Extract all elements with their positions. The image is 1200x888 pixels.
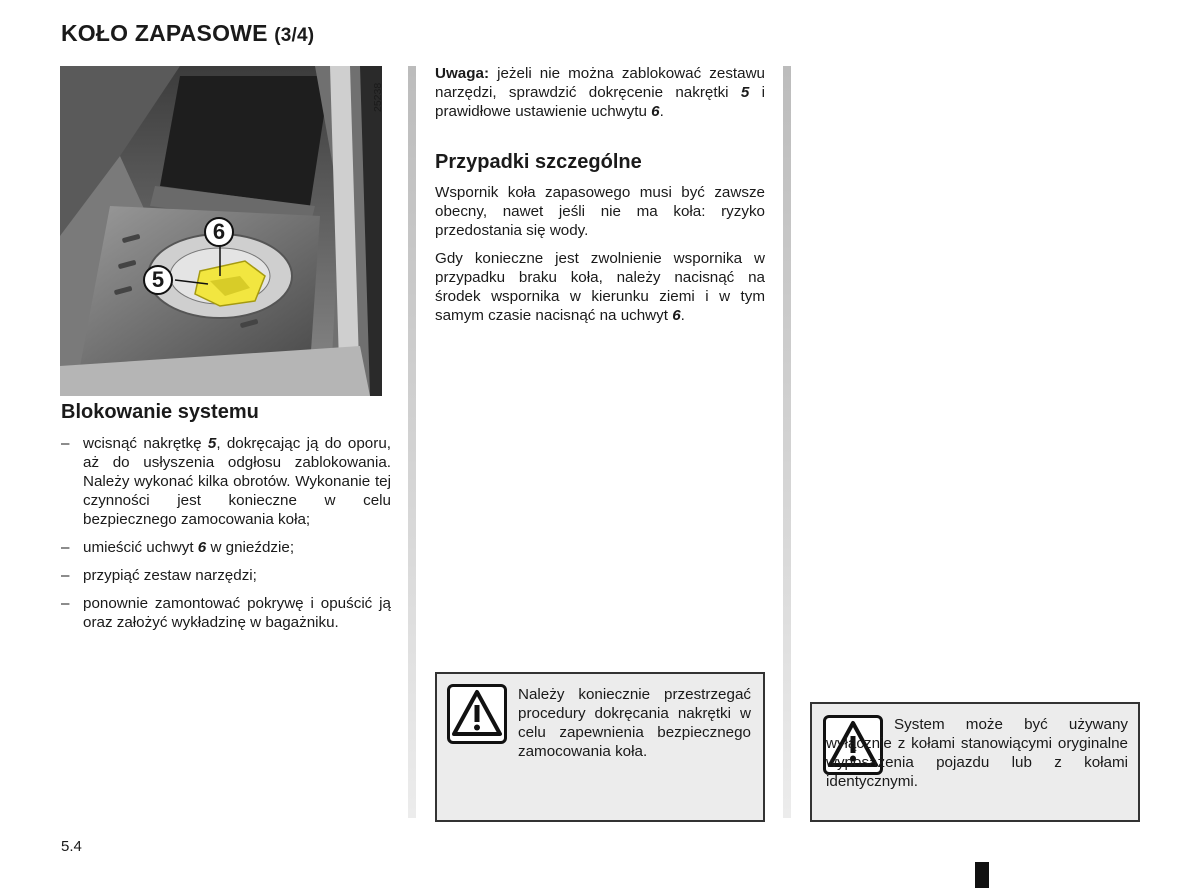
column-divider-left [408, 66, 416, 818]
column-divider-right [783, 66, 791, 818]
page-title-part: (3/4) [274, 25, 315, 46]
section-heading-special-cases: Przypadki szczególne [435, 151, 642, 173]
note-label: Uwaga: [435, 65, 490, 82]
page-edge-marker [975, 862, 989, 888]
warning-icon [447, 684, 507, 744]
warning-triangle-icon [450, 687, 504, 741]
special-cases-paragraph-2: Gdy konieczne jest zwolnienie wspornika w przypadku braku koła, należy nacisnąć na środek wspornika w kierunku ziemi i w tym samym czasie nacisnąć na uchwyt 6. [435, 250, 765, 324]
warning-box-middle [435, 672, 765, 822]
page-title-main: KOŁO ZAPASOWE [61, 20, 268, 46]
list-item: – wcisnąć nakrętkę 5, dokręcając ją do oporu, aż do usłyszenia odgłosu zablokowania. Należy wykonać kilka obrotów. Wykonanie tej czynności jest konieczne w celu bezpiecznego zamocowania koła; [61, 435, 391, 528]
list-item: – ponownie zamontować pokrywę i opuścić ją oraz założyć wykładzinę w bagażniku. [61, 595, 391, 631]
note-paragraph: Uwaga: jeżeli nie można zablokować zestawu narzędzi, sprawdzić dokręcenie nakrętki 5 i prawidłowe ustawienie uchwytu 6. [435, 65, 765, 120]
warning-box-right [810, 702, 1140, 822]
special-cases-paragraph-1: Wspornik koła zapasowego musi być zawsze obecny, nawet jeśli nie ma koła: ryzyko przedostania się wody. [435, 184, 765, 239]
page-number: 5.4 [61, 838, 82, 855]
list-item: – przypiąć zestaw narzędzi; [61, 567, 257, 584]
warning-text-right: System może być używany wyłącznie z kołami stanowiącymi oryginalne wyposażenia pojazdu lub z kołami identycznymi. [826, 716, 1128, 790]
callout-6: 6 [204, 217, 234, 247]
section-heading-locking: Blokowanie systemu [61, 401, 259, 423]
figure-reference [372, 82, 386, 152]
callout-5: 5 [143, 265, 173, 295]
figure-reference-number: 25238 [372, 82, 384, 112]
warning-text-middle: Należy koniecznie przestrzegać procedury dokręcania nakrętki w celu zapewnienia bezpiecznego zamocowania koła. [518, 686, 751, 760]
page-title [61, 20, 314, 47]
locking-steps-list [61, 434, 391, 641]
list-item: – umieścić uchwyt 6 w gnieździe; [61, 539, 295, 556]
